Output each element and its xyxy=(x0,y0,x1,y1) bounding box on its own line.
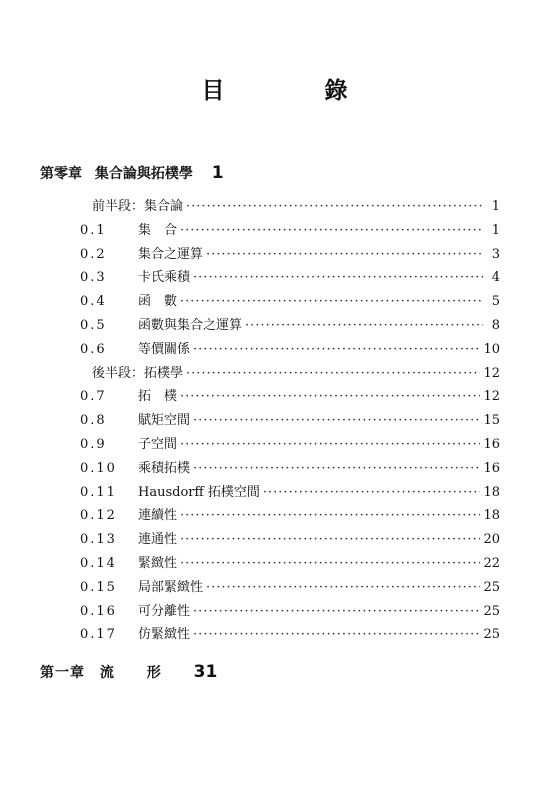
section-title: 後半段：拓樸學 xyxy=(92,365,184,381)
chapter-title: 流 形 xyxy=(99,665,175,681)
toc-entry xyxy=(0,459,549,479)
dot-leader xyxy=(193,340,480,360)
section-title: Hausdorff 拓樸空間 xyxy=(138,484,260,500)
section-title: 拓 樸 xyxy=(138,389,178,405)
dot-leader xyxy=(245,316,483,336)
section-number: 0.2 xyxy=(80,246,107,262)
toc-entry xyxy=(0,602,549,622)
dot-leader xyxy=(193,459,480,479)
page-number: 22 xyxy=(483,556,500,571)
section-title: 函 數 xyxy=(138,294,178,310)
section-title: 賦矩空間 xyxy=(138,413,191,429)
section-number: 0.16 xyxy=(80,603,117,619)
section-number: 0.4 xyxy=(80,294,107,310)
section-title: 集合之運算 xyxy=(138,246,204,262)
section-number: 0.3 xyxy=(80,270,107,286)
entry-label-line xyxy=(138,221,500,241)
toc-entry xyxy=(0,221,549,241)
chapter-heading-0 xyxy=(40,163,224,183)
dot-leader xyxy=(193,411,480,431)
chapter-label: 第一章 xyxy=(40,665,85,681)
dot-leader xyxy=(180,530,480,550)
section-title: 可分離性 xyxy=(138,603,191,619)
chapter-heading-1 xyxy=(40,662,217,682)
section-title: 乘積拓樸 xyxy=(138,460,191,476)
entry-label-line xyxy=(138,387,500,407)
section-number: 0.13 xyxy=(80,532,117,548)
dot-leader xyxy=(206,245,483,265)
toc-entry xyxy=(0,268,549,288)
section-title: 局部緊緻性 xyxy=(138,579,204,595)
section-number: 0.7 xyxy=(80,389,107,405)
section-title: 函數與集合之運算 xyxy=(138,318,243,333)
section-number: 0.11 xyxy=(80,484,117,500)
page-number: 4 xyxy=(491,270,500,286)
toc-entry xyxy=(0,554,549,574)
page-number: 16 xyxy=(483,460,500,476)
page-number: 12 xyxy=(483,365,500,381)
toc-entry xyxy=(0,625,549,645)
entry-label-line xyxy=(138,411,500,431)
section-number: 0.10 xyxy=(80,460,117,476)
section-title: 卡氏乘積 xyxy=(138,270,191,286)
section-number: 0.12 xyxy=(80,508,117,524)
page-number: 20 xyxy=(483,532,500,548)
toc-entry xyxy=(0,530,549,550)
entry-label-line xyxy=(138,459,500,479)
page-number: 10 xyxy=(483,341,500,357)
toc-entry xyxy=(0,411,549,431)
page-number: 25 xyxy=(483,627,500,643)
page-number: 25 xyxy=(483,579,500,595)
section-number: 0.15 xyxy=(80,579,117,595)
chapter-page-number: 31 xyxy=(193,662,218,682)
entry-label-line xyxy=(138,602,500,622)
section-number: 0.8 xyxy=(80,413,107,429)
toc-entry xyxy=(0,387,549,407)
page-number: 15 xyxy=(483,413,500,429)
toc-entry xyxy=(0,364,549,384)
toc-entry xyxy=(0,578,549,598)
entry-label-line xyxy=(138,292,500,312)
section-title: 緊緻性 xyxy=(138,556,178,571)
section-title: 連通性 xyxy=(138,532,178,548)
chapter-page-number: 1 xyxy=(211,163,224,183)
dot-leader xyxy=(193,602,480,622)
dot-leader xyxy=(186,197,483,217)
section-number: 0.5 xyxy=(80,318,107,333)
dot-leader xyxy=(180,435,480,455)
dot-leader xyxy=(180,292,483,312)
dot-leader xyxy=(180,387,480,407)
dot-leader xyxy=(180,221,483,241)
entry-label-line xyxy=(138,340,500,360)
section-number: 0.14 xyxy=(80,556,117,571)
section-title: 連續性 xyxy=(138,508,178,524)
dot-leader xyxy=(193,625,480,645)
entry-label-line xyxy=(138,506,500,526)
page-number: 1 xyxy=(491,199,500,214)
entry-label-line xyxy=(138,625,500,645)
entry-label-line xyxy=(138,245,500,265)
entry-label-line xyxy=(138,554,500,574)
entry-label-line xyxy=(138,268,500,288)
toc-entry xyxy=(0,506,549,526)
page-number: 8 xyxy=(491,318,500,333)
dot-leader xyxy=(193,268,483,288)
section-title: 前半段：集合論 xyxy=(92,199,184,214)
dot-leader xyxy=(180,554,480,574)
entry-label-line xyxy=(138,578,500,598)
page-number: 12 xyxy=(483,389,500,405)
section-title: 仿緊緻性 xyxy=(138,627,191,643)
chapter-label: 第零章 xyxy=(40,166,82,182)
entry-label-line xyxy=(92,197,500,217)
toc-entry xyxy=(0,197,549,217)
dot-leader xyxy=(206,578,480,598)
page-number: 1 xyxy=(491,222,500,238)
page-number: 5 xyxy=(491,294,500,310)
dot-leader xyxy=(186,364,480,384)
dot-leader xyxy=(180,506,480,526)
section-number: 0.1 xyxy=(80,222,107,238)
toc-entry xyxy=(0,340,549,360)
section-number: 0.9 xyxy=(80,437,107,452)
page-number: 3 xyxy=(491,246,500,262)
section-title: 集 合 xyxy=(138,222,178,238)
dot-leader xyxy=(263,483,481,503)
entry-label-line xyxy=(138,483,500,503)
section-number: 0.6 xyxy=(80,341,107,357)
chapter-title: 集合論與拓樸學 xyxy=(94,166,193,182)
toc-entry xyxy=(0,316,549,336)
page-number: 25 xyxy=(483,603,500,619)
toc-entry xyxy=(0,435,549,455)
entry-label-line xyxy=(138,316,500,336)
section-title: 子空間 xyxy=(138,437,178,452)
page-number: 18 xyxy=(483,484,500,500)
section-title: 等價關係 xyxy=(138,341,191,357)
entry-label-line xyxy=(92,364,500,384)
section-number: 0.17 xyxy=(80,627,117,643)
toc-entry xyxy=(0,483,549,503)
page-title: 目 錄 xyxy=(201,77,394,104)
entry-label-line xyxy=(138,530,500,550)
page-number: 18 xyxy=(483,508,500,524)
page-number: 16 xyxy=(483,437,500,452)
toc-entry xyxy=(0,245,549,265)
entry-label-line xyxy=(138,435,500,455)
toc-entry xyxy=(0,292,549,312)
